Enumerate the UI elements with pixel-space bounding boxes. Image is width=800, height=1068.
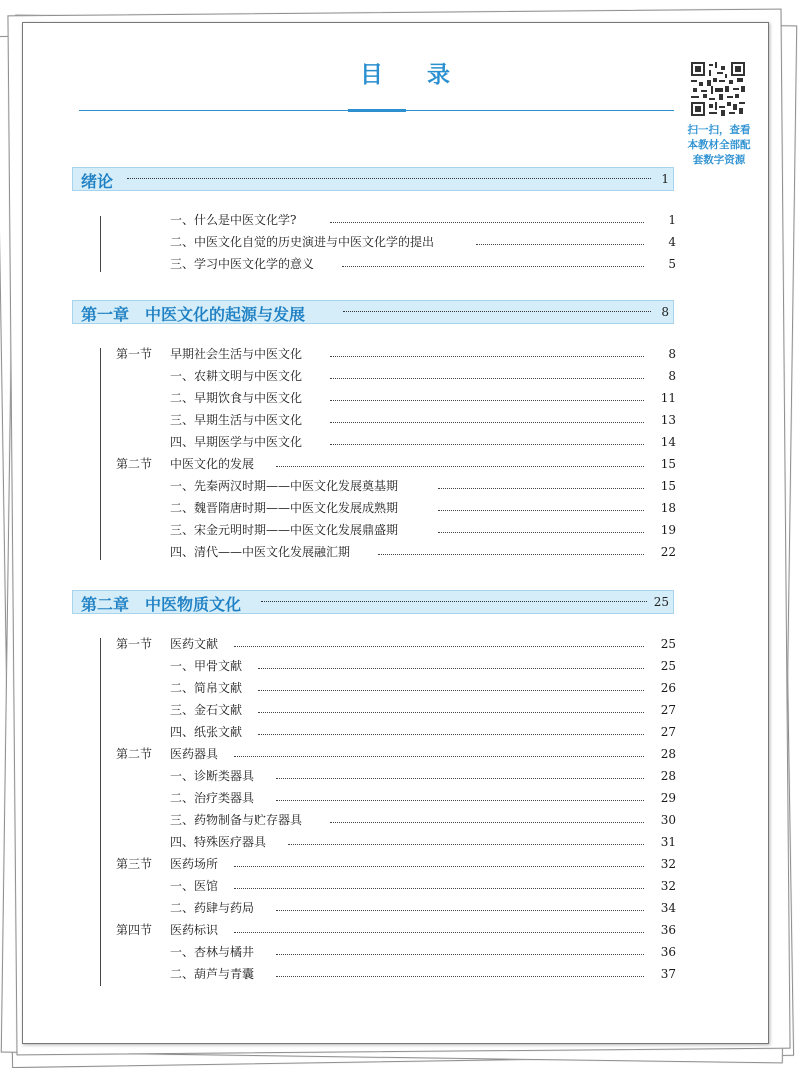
toc-entry[interactable] — [170, 499, 676, 517]
page-number: 26 — [660, 681, 676, 695]
dot-leader — [276, 946, 644, 955]
dot-leader — [276, 770, 644, 779]
dot-leader — [476, 236, 644, 245]
toc-entry[interactable] — [170, 521, 676, 539]
section-number: 第三节 — [116, 857, 153, 871]
section-bracket — [100, 216, 101, 272]
dot-leader — [234, 748, 644, 757]
toc-entry[interactable] — [170, 943, 676, 961]
page-number: 15 — [660, 479, 676, 493]
dot-leader — [330, 414, 644, 423]
entry-label: 一、诊断类器具 — [170, 769, 255, 783]
toc-section[interactable] — [116, 921, 676, 939]
dot-leader — [330, 392, 644, 401]
toc-entry[interactable] — [170, 833, 676, 851]
page-number: 32 — [660, 879, 676, 893]
dot-leader — [288, 836, 644, 845]
dot-leader — [261, 597, 647, 602]
toc-section[interactable] — [116, 745, 676, 763]
entry-label: 一、先秦两汉时期——中医文化发展奠基期 — [170, 479, 399, 493]
entry-label: 二、中医文化自觉的历史演进与中医文化学的提出 — [170, 235, 435, 249]
page-number: 36 — [660, 923, 676, 937]
dot-leader — [378, 546, 644, 555]
page-number: 15 — [660, 457, 676, 471]
page-number: 11 — [660, 391, 676, 405]
entry-label: 三、药物制备与贮存器具 — [170, 813, 303, 827]
toc-entry[interactable] — [170, 899, 676, 917]
section-bracket — [100, 638, 101, 986]
page-number: 18 — [660, 501, 676, 515]
page-number: 8 — [668, 347, 676, 361]
dot-leader — [234, 638, 644, 647]
chapter-title: 绪论 — [81, 172, 114, 191]
section-label: 医药器具 — [170, 747, 219, 761]
dot-leader — [330, 348, 644, 357]
toc-entry[interactable] — [170, 389, 676, 407]
toc-section[interactable] — [116, 345, 676, 363]
dot-leader — [330, 436, 644, 445]
entry-label: 二、早期饮食与中医文化 — [170, 391, 303, 405]
page-number: 29 — [660, 791, 676, 805]
toc-entry[interactable] — [170, 701, 676, 719]
toc-entry[interactable] — [170, 877, 676, 895]
dot-leader — [330, 214, 644, 223]
section-number: 第一节 — [116, 637, 153, 651]
toc-chapter-2[interactable] — [72, 590, 674, 614]
dot-leader — [258, 726, 644, 735]
entry-label: 四、早期医学与中医文化 — [170, 435, 303, 449]
dot-leader — [276, 458, 644, 467]
section-number: 第二节 — [116, 457, 153, 471]
page-number: 25 — [660, 637, 676, 651]
dot-leader — [258, 660, 644, 669]
toc-entry[interactable] — [170, 211, 676, 229]
title-rule-accent — [348, 109, 406, 112]
entry-label: 四、特殊医疗器具 — [170, 835, 267, 849]
entry-label: 一、医馆 — [170, 879, 219, 893]
dot-leader — [330, 370, 644, 379]
toc-entry[interactable] — [170, 233, 676, 251]
entry-label: 一、农耕文明与中医文化 — [170, 369, 303, 383]
qr-caption: 扫一扫，查看本教材全部配套数字资源 — [687, 124, 751, 166]
dot-leader — [234, 924, 644, 933]
page-number: 1 — [661, 172, 669, 186]
dot-leader — [438, 524, 644, 533]
toc-entry[interactable] — [170, 679, 676, 697]
toc-section[interactable] — [116, 635, 676, 653]
dot-leader — [438, 502, 644, 511]
entry-label: 四、清代——中医文化发展融汇期 — [170, 545, 351, 559]
page-number: 4 — [668, 235, 676, 249]
section-bracket — [100, 348, 101, 560]
section-label: 中医文化的发展 — [170, 457, 255, 471]
toc-entry[interactable] — [170, 477, 676, 495]
page-number: 25 — [660, 659, 676, 673]
dot-leader — [276, 792, 644, 801]
entry-label: 三、宋金元明时期——中医文化发展鼎盛期 — [170, 523, 399, 537]
toc-entry[interactable] — [170, 255, 676, 273]
toc-entry[interactable] — [170, 657, 676, 675]
entry-label: 一、甲骨文献 — [170, 659, 243, 673]
page-number: 36 — [660, 945, 676, 959]
toc-entry[interactable] — [170, 767, 676, 785]
page-number: 22 — [660, 545, 676, 559]
entry-label: 一、什么是中医文化学? — [170, 213, 297, 227]
section-number: 第四节 — [116, 923, 153, 937]
section-label: 医药场所 — [170, 857, 219, 871]
toc-section[interactable] — [116, 455, 676, 473]
toc-entry[interactable] — [170, 367, 676, 385]
section-label: 早期社会生活与中医文化 — [170, 347, 303, 361]
section-number: 第二节 — [116, 747, 153, 761]
page-number: 8 — [668, 369, 676, 383]
qr-code-icon[interactable] — [691, 62, 745, 116]
page-title: 目 录 — [359, 62, 468, 88]
page-number: 30 — [660, 813, 676, 827]
section-label: 医药标识 — [170, 923, 219, 937]
entry-label: 一、杏林与橘井 — [170, 945, 255, 959]
page-number: 19 — [660, 523, 676, 537]
entry-label: 三、金石文献 — [170, 703, 243, 717]
page-number: 5 — [668, 257, 676, 271]
toc-section[interactable] — [116, 855, 676, 873]
chapter-title: 第二章 中医物质文化 — [81, 595, 242, 614]
toc-entry[interactable] — [170, 811, 676, 829]
section-label: 医药文献 — [170, 637, 219, 651]
section-number: 第一节 — [116, 347, 153, 361]
toc-entry[interactable] — [170, 543, 676, 561]
page-number: 13 — [660, 413, 676, 427]
page-number: 1 — [668, 213, 676, 227]
toc-entry[interactable] — [170, 789, 676, 807]
entry-label: 二、葫芦与青囊 — [170, 967, 255, 981]
page-number: 31 — [660, 835, 676, 849]
dot-leader — [127, 174, 651, 179]
page-number: 25 — [653, 595, 669, 609]
dot-leader — [276, 902, 644, 911]
page-number: 28 — [660, 747, 676, 761]
page-number: 34 — [660, 901, 676, 915]
chapter-title: 第一章 中医文化的起源与发展 — [81, 305, 306, 324]
entry-label: 二、治疗类器具 — [170, 791, 255, 805]
page-number: 8 — [661, 305, 669, 319]
dot-leader — [258, 704, 644, 713]
entry-label: 三、早期生活与中医文化 — [170, 413, 303, 427]
dot-leader — [438, 480, 644, 489]
toc-entry[interactable] — [170, 965, 676, 983]
entry-label: 二、药肆与药局 — [170, 901, 255, 915]
dot-leader — [330, 814, 644, 823]
toc-chapter-1[interactable] — [72, 300, 674, 324]
dot-leader — [234, 858, 644, 867]
dot-leader — [258, 682, 644, 691]
entry-label: 二、简帛文献 — [170, 681, 243, 695]
dot-leader — [342, 258, 644, 267]
page-number: 14 — [660, 435, 676, 449]
entry-label: 三、学习中医文化学的意义 — [170, 257, 315, 271]
page-number: 27 — [660, 703, 676, 717]
page-number: 27 — [660, 725, 676, 739]
page-number: 37 — [660, 967, 676, 981]
page-number: 28 — [660, 769, 676, 783]
dot-leader — [276, 968, 644, 977]
entry-label: 二、魏晋隋唐时期——中医文化发展成熟期 — [170, 501, 399, 515]
toc-entry[interactable] — [170, 411, 676, 429]
page-number: 32 — [660, 857, 676, 871]
toc-entry[interactable] — [170, 723, 676, 741]
entry-label: 四、纸张文献 — [170, 725, 243, 739]
toc-entry[interactable] — [170, 433, 676, 451]
toc-chapter-intro[interactable] — [72, 167, 674, 191]
dot-leader — [343, 307, 651, 312]
dot-leader — [234, 880, 644, 889]
